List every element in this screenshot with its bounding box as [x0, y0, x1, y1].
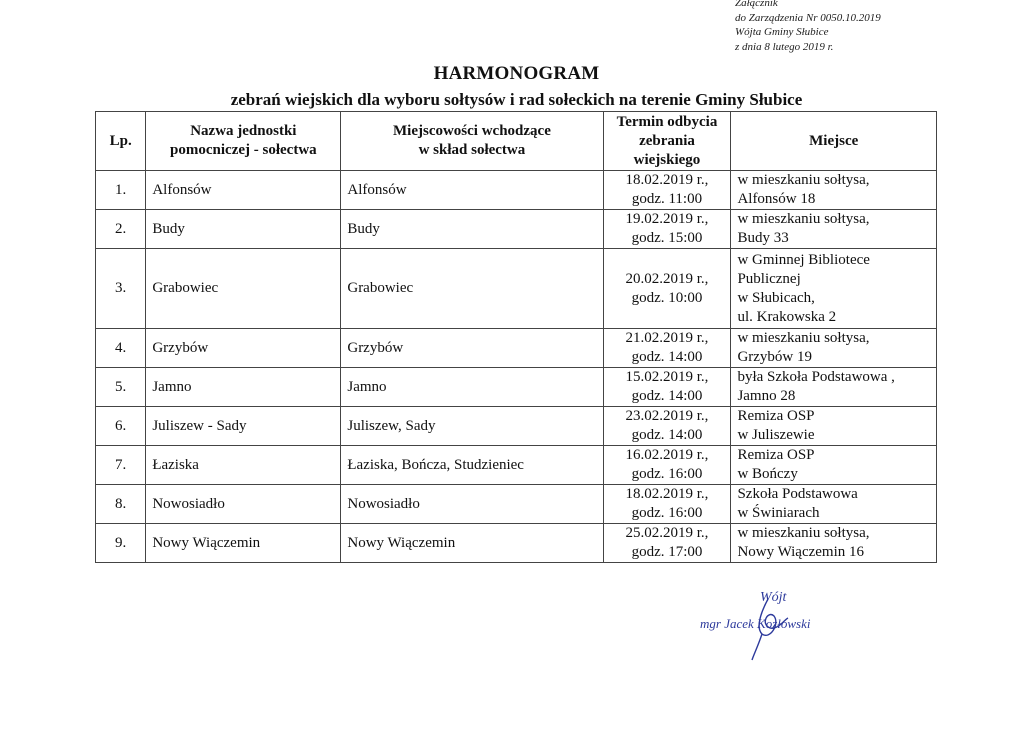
row-date	[603, 329, 731, 368]
row-unit: Budy	[146, 210, 341, 249]
row-unit: Grzybów	[146, 329, 341, 368]
attachment-line: Załącznik	[735, 0, 778, 9]
row-place	[731, 524, 937, 563]
attachment-line: z dnia 8 lutego 2019 r.	[735, 40, 834, 53]
row-place-line: w mieszkaniu sołtysa,	[737, 211, 870, 227]
signature-scribble-icon	[740, 594, 800, 664]
header-date-line: zebrania	[639, 132, 695, 149]
row-villages: Juliszew, Sady	[341, 407, 603, 446]
signature-block	[700, 590, 850, 632]
attachment-line: do Zarządzenia Nr 0050.10.2019	[735, 11, 881, 24]
row-date	[603, 171, 731, 210]
table-row	[96, 524, 937, 563]
row-place-line: w mieszkaniu sołtysa,	[737, 330, 870, 346]
row-place-line: Publicznej	[737, 270, 801, 287]
row-date-value: 16.02.2019 r.,	[625, 447, 709, 463]
row-time-value: godz. 17:00	[631, 544, 703, 560]
table-row	[96, 368, 937, 407]
row-number: 6.	[96, 407, 146, 446]
header-unit	[146, 112, 341, 171]
row-unit: Jamno	[146, 368, 341, 407]
row-time-value: godz. 14:00	[631, 388, 703, 404]
schedule-table	[95, 111, 937, 563]
table-row	[96, 249, 937, 329]
row-date-value: 18.02.2019 r.,	[625, 172, 709, 188]
row-number: 4.	[96, 329, 146, 368]
row-place-line: Budy 33	[737, 230, 789, 246]
row-place-line: Jamno 28	[737, 388, 796, 404]
row-villages: Nowosiadło	[341, 485, 603, 524]
row-date	[603, 368, 731, 407]
header-villages	[341, 112, 603, 171]
header-lp: Lp.	[96, 112, 146, 171]
row-time-value: godz. 10:00	[631, 289, 703, 306]
row-place-line: w mieszkaniu sołtysa,	[737, 172, 870, 188]
row-villages: Grzybów	[341, 329, 603, 368]
row-number: 5.	[96, 368, 146, 407]
header-date-line: wiejskiego	[633, 151, 701, 168]
attachment-line: Wójta Gminy Słubice	[735, 26, 829, 38]
row-time-value: godz. 16:00	[631, 466, 703, 482]
table-row	[96, 171, 937, 210]
row-villages: Jamno	[341, 368, 603, 407]
row-place-line: w Juliszewie	[737, 427, 815, 443]
header-place: Miejsce	[731, 112, 937, 171]
row-villages: Łaziska, Bończa, Studzieniec	[341, 446, 603, 485]
row-place-line: Remiza OSP	[737, 447, 815, 463]
row-time-value: godz. 14:00	[631, 427, 703, 443]
row-date-value: 19.02.2019 r.,	[625, 211, 709, 227]
row-date-value: 18.02.2019 r.,	[625, 486, 709, 502]
table-row	[96, 407, 937, 446]
row-unit: Alfonsów	[146, 171, 341, 210]
header-unit-line: Nazwa jednostki	[190, 123, 297, 139]
row-place-line: w Bończy	[737, 466, 798, 482]
row-place	[731, 210, 937, 249]
row-place-line: była Szkoła Podstawowa ,	[737, 369, 895, 385]
row-place-line: ul. Krakowska 2	[737, 308, 837, 325]
signature-title: Wójt	[760, 590, 787, 605]
row-place-line: Grzybów 19	[737, 349, 813, 365]
row-date	[603, 249, 731, 329]
row-unit: Nowosiadło	[146, 485, 341, 524]
row-villages: Nowy Wiączemin	[341, 524, 603, 563]
header-villages-line: Miejscowości wchodzące	[393, 123, 551, 139]
row-unit: Łaziska	[146, 446, 341, 485]
row-villages: Alfonsów	[341, 171, 603, 210]
row-place	[731, 407, 937, 446]
row-unit: Juliszew - Sady	[146, 407, 341, 446]
row-villages: Budy	[341, 210, 603, 249]
row-time-value: godz. 16:00	[631, 505, 703, 521]
row-place	[731, 368, 937, 407]
table-row	[96, 210, 937, 249]
row-place-line: Nowy Wiączemin 16	[737, 544, 865, 560]
row-date-value: 25.02.2019 r.,	[625, 525, 709, 541]
header-villages-line: w skład sołectwa	[418, 142, 526, 158]
table-row	[96, 446, 937, 485]
row-place-line: w Gminnej Bibliotece	[737, 251, 870, 268]
row-place	[731, 171, 937, 210]
row-date	[603, 524, 731, 563]
attachment-note	[735, 0, 881, 54]
table-row	[96, 329, 937, 368]
row-number: 1.	[96, 171, 146, 210]
row-number: 3.	[96, 249, 146, 329]
document-subtitle: zebrań wiejskich dla wyboru sołtysów i rad sołeckich na terenie Gminy Słubice	[230, 90, 803, 109]
row-date	[603, 446, 731, 485]
row-place-line: w Świniarach	[737, 505, 820, 521]
row-villages: Grabowiec	[341, 249, 603, 329]
row-place	[731, 485, 937, 524]
row-place-line: Alfonsów 18	[737, 191, 816, 207]
table-body	[96, 171, 937, 563]
row-time-value: godz. 11:00	[631, 191, 703, 207]
row-time-value: godz. 14:00	[631, 349, 703, 365]
row-place	[731, 446, 937, 485]
row-date	[603, 407, 731, 446]
signature-name: mgr Jacek Kozłowski	[700, 616, 811, 631]
row-place-line: w mieszkaniu sołtysa,	[737, 525, 870, 541]
row-place-line: w Słubicach,	[737, 289, 815, 306]
row-place	[731, 329, 937, 368]
row-date-value: 15.02.2019 r.,	[625, 369, 709, 385]
row-unit: Grabowiec	[146, 249, 341, 329]
row-date-value: 21.02.2019 r.,	[625, 330, 709, 346]
table-header-row	[96, 112, 937, 171]
header-unit-line: pomocniczej - sołectwa	[170, 142, 317, 158]
header-date	[603, 112, 731, 171]
row-unit: Nowy Wiączemin	[146, 524, 341, 563]
row-date	[603, 210, 731, 249]
row-time-value: godz. 15:00	[631, 230, 703, 246]
header-date-line: Termin odbycia	[616, 113, 718, 130]
row-place-line: Remiza OSP	[737, 408, 815, 424]
row-place-line: Szkoła Podstawowa	[737, 486, 858, 502]
row-number: 7.	[96, 446, 146, 485]
row-place	[731, 249, 937, 329]
row-number: 2.	[96, 210, 146, 249]
row-date-value: 23.02.2019 r.,	[625, 408, 709, 424]
row-number: 9.	[96, 524, 146, 563]
table-row	[96, 485, 937, 524]
row-date-value: 20.02.2019 r.,	[625, 270, 709, 287]
row-number: 8.	[96, 485, 146, 524]
document-title: HARMONOGRAM	[433, 63, 600, 84]
row-date	[603, 485, 731, 524]
